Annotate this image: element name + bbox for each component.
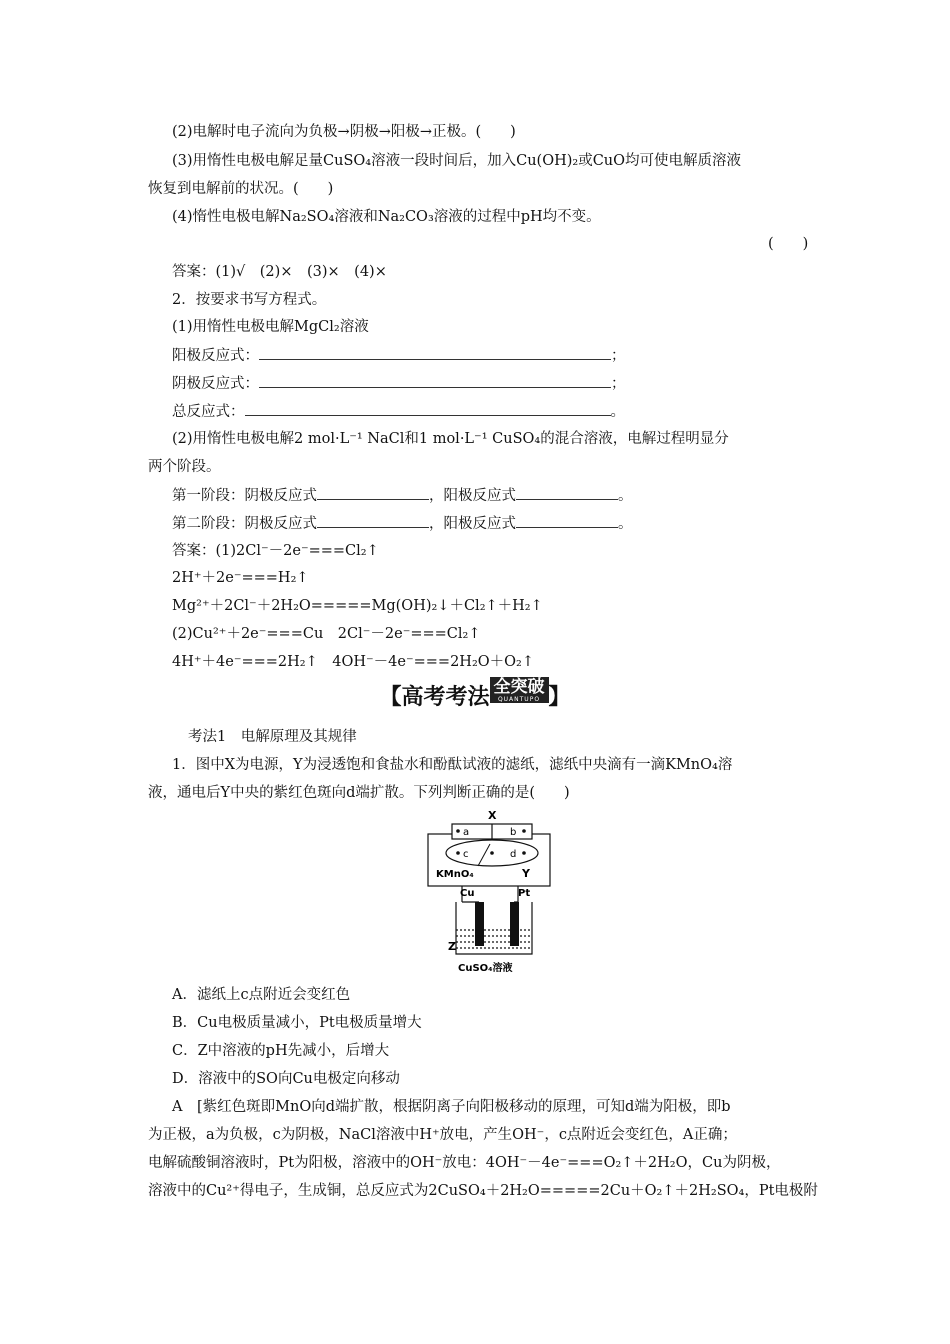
q2-sub2-line2: 两个阶段。 [148,459,221,475]
q2-stage2-row [172,513,633,534]
q2-answer-line2: 2H⁺＋2e⁻===H₂↑ [172,570,309,586]
cu-electrode [475,902,484,946]
label-X: X [488,809,497,822]
label-c: c [463,849,469,860]
stage2-anode-label: ，阳极反应式 [429,516,516,532]
anode-label: 阳极反应式： [172,348,259,364]
label-solution: CuSO₄溶液 [458,963,513,974]
banner-left: 【高考考法 [379,685,490,710]
semicolon: ； [611,348,626,364]
q1-item-3-line2: 恢复到电解前的状况。( ) [148,181,334,197]
method1-question-line1: 1．图中X为电源，Y为浸透饱和食盐水和酚酞试液的滤纸，滤纸中央滴有一滴KMnO₄溶 [172,757,733,773]
stage1-anode-label: ，阳极反应式 [429,488,516,504]
explanation-line3: 电解硫酸铜溶液时，Pt为阳极，溶液中的OH⁻放电：4OH⁻－4e⁻===O₂↑＋2H₂O，Cu为阴极， [148,1155,781,1171]
cathode-blank[interactable] [259,373,611,388]
stage1-cathode-label: 第一阶段：阴极反应式 [172,488,317,504]
total-blank[interactable] [245,401,611,416]
label-kmno4: KMnO₄ [436,869,474,880]
stage1-cathode-blank[interactable] [317,485,429,500]
banner-badge-small: QUANTUPO [497,696,541,703]
q1-item-4-paren: ( ) [768,236,809,252]
period: 。 [618,488,633,504]
option-b: B．Cu电极质量减小，Pt电极质量增大 [172,1015,422,1031]
q2-sub1: (1)用惰性电极电解MgCl₂溶液 [172,319,369,335]
q2-anode-row [172,345,626,366]
stage2-cathode-blank[interactable] [317,513,429,528]
period: 。 [610,404,625,420]
banner-badge-text: 全突破 [493,677,545,697]
q1-item-3-line1: (3)用惰性电极电解足量CuSO₄溶液一段时间后，加入Cu(OH)₂或CuO均可使电解质溶液 [172,153,742,169]
pt-electrode [510,902,519,946]
label-pt: Pt [518,888,531,899]
q2-answer-line3: Mg²⁺＋2Cl⁻＋2H₂O=====Mg(OH)₂↓＋Cl₂↑＋H₂↑ [172,598,543,614]
label-cu: Cu [460,888,475,899]
label-Z: Z [448,940,456,953]
option-a: A．滤纸上c点附近会变红色 [172,987,351,1003]
q1-item-2: (2)电解时电子流向为负极→阴极→阳极→正极。( ) [172,124,516,140]
q2-title: 2．按要求书写方程式。 [172,292,327,308]
q1-item-4: (4)惰性电极电解Na₂SO₄溶液和Na₂CO₃溶液的过程中pH均不变。 [172,209,601,225]
q2-total-row [172,401,625,422]
q2-answer-line5: 4H⁺＋4e⁻===2H₂↑ 4OH⁻－4e⁻===2H₂O＋O₂↑ [172,654,535,670]
option-d: D．溶液中的SO向Cu电极定向移动 [172,1071,400,1087]
q2-cathode-row [172,373,626,394]
method1-title: 考法1 电解原理及其规律 [188,729,357,745]
label-b: b [510,827,517,838]
stage2-anode-blank[interactable] [516,513,618,528]
q2-stage1-row [172,485,633,506]
q2-answer-line4: (2)Cu²⁺＋2e⁻===Cu 2Cl⁻－2e⁻===Cl₂↑ [172,626,481,642]
section-banner [0,677,950,711]
period: 。 [618,516,633,532]
stage1-anode-blank[interactable] [516,485,618,500]
banner-right: 】 [548,685,571,710]
cathode-label: 阴极反应式： [172,376,259,392]
q2-answer-line1: 答案：(1)2Cl⁻－2e⁻===Cl₂↑ [172,543,379,559]
banner-badge [490,677,549,703]
explanation-line2: 为正极，a为负极，c为阴极，NaCl溶液中H⁺放电，产生OH⁻，c点附近会变红色，A正确； [148,1127,737,1143]
explanation-line4: 溶液中的Cu²⁺得电子，生成铜，总反应式为2CuSO₄＋2H₂O=====2Cu＋O₂↑＋2H₂SO₄，Pt电极附 [148,1183,818,1199]
label-a: a [463,827,470,838]
anode-blank[interactable] [259,345,611,360]
q2-sub2-line1: (2)用惰性电极电解2 mol·L⁻¹ NaCl和1 mol·L⁻¹ CuSO₄的混合溶液，电解过程明显分 [172,431,729,447]
label-d: d [510,849,517,860]
q1-answer: 答案：(1)√ (2)× (3)× (4)× [172,264,387,280]
electrolysis-diagram [420,806,560,976]
explanation-line1: A [紫红色斑即MnO向d端扩散，根据阴离子向阳极移动的原理，可知d端为阳极，即b [172,1099,731,1115]
label-Y: Y [522,867,530,880]
total-label: 总反应式： [172,404,245,420]
stage2-cathode-label: 第二阶段：阴极反应式 [172,516,317,532]
semicolon: ； [611,376,626,392]
method1-question-line2: 液，通电后Y中央的紫红色斑向d端扩散。下列判断正确的是( ) [148,785,570,801]
option-c: C．Z中溶液的pH先减小，后增大 [172,1043,390,1059]
